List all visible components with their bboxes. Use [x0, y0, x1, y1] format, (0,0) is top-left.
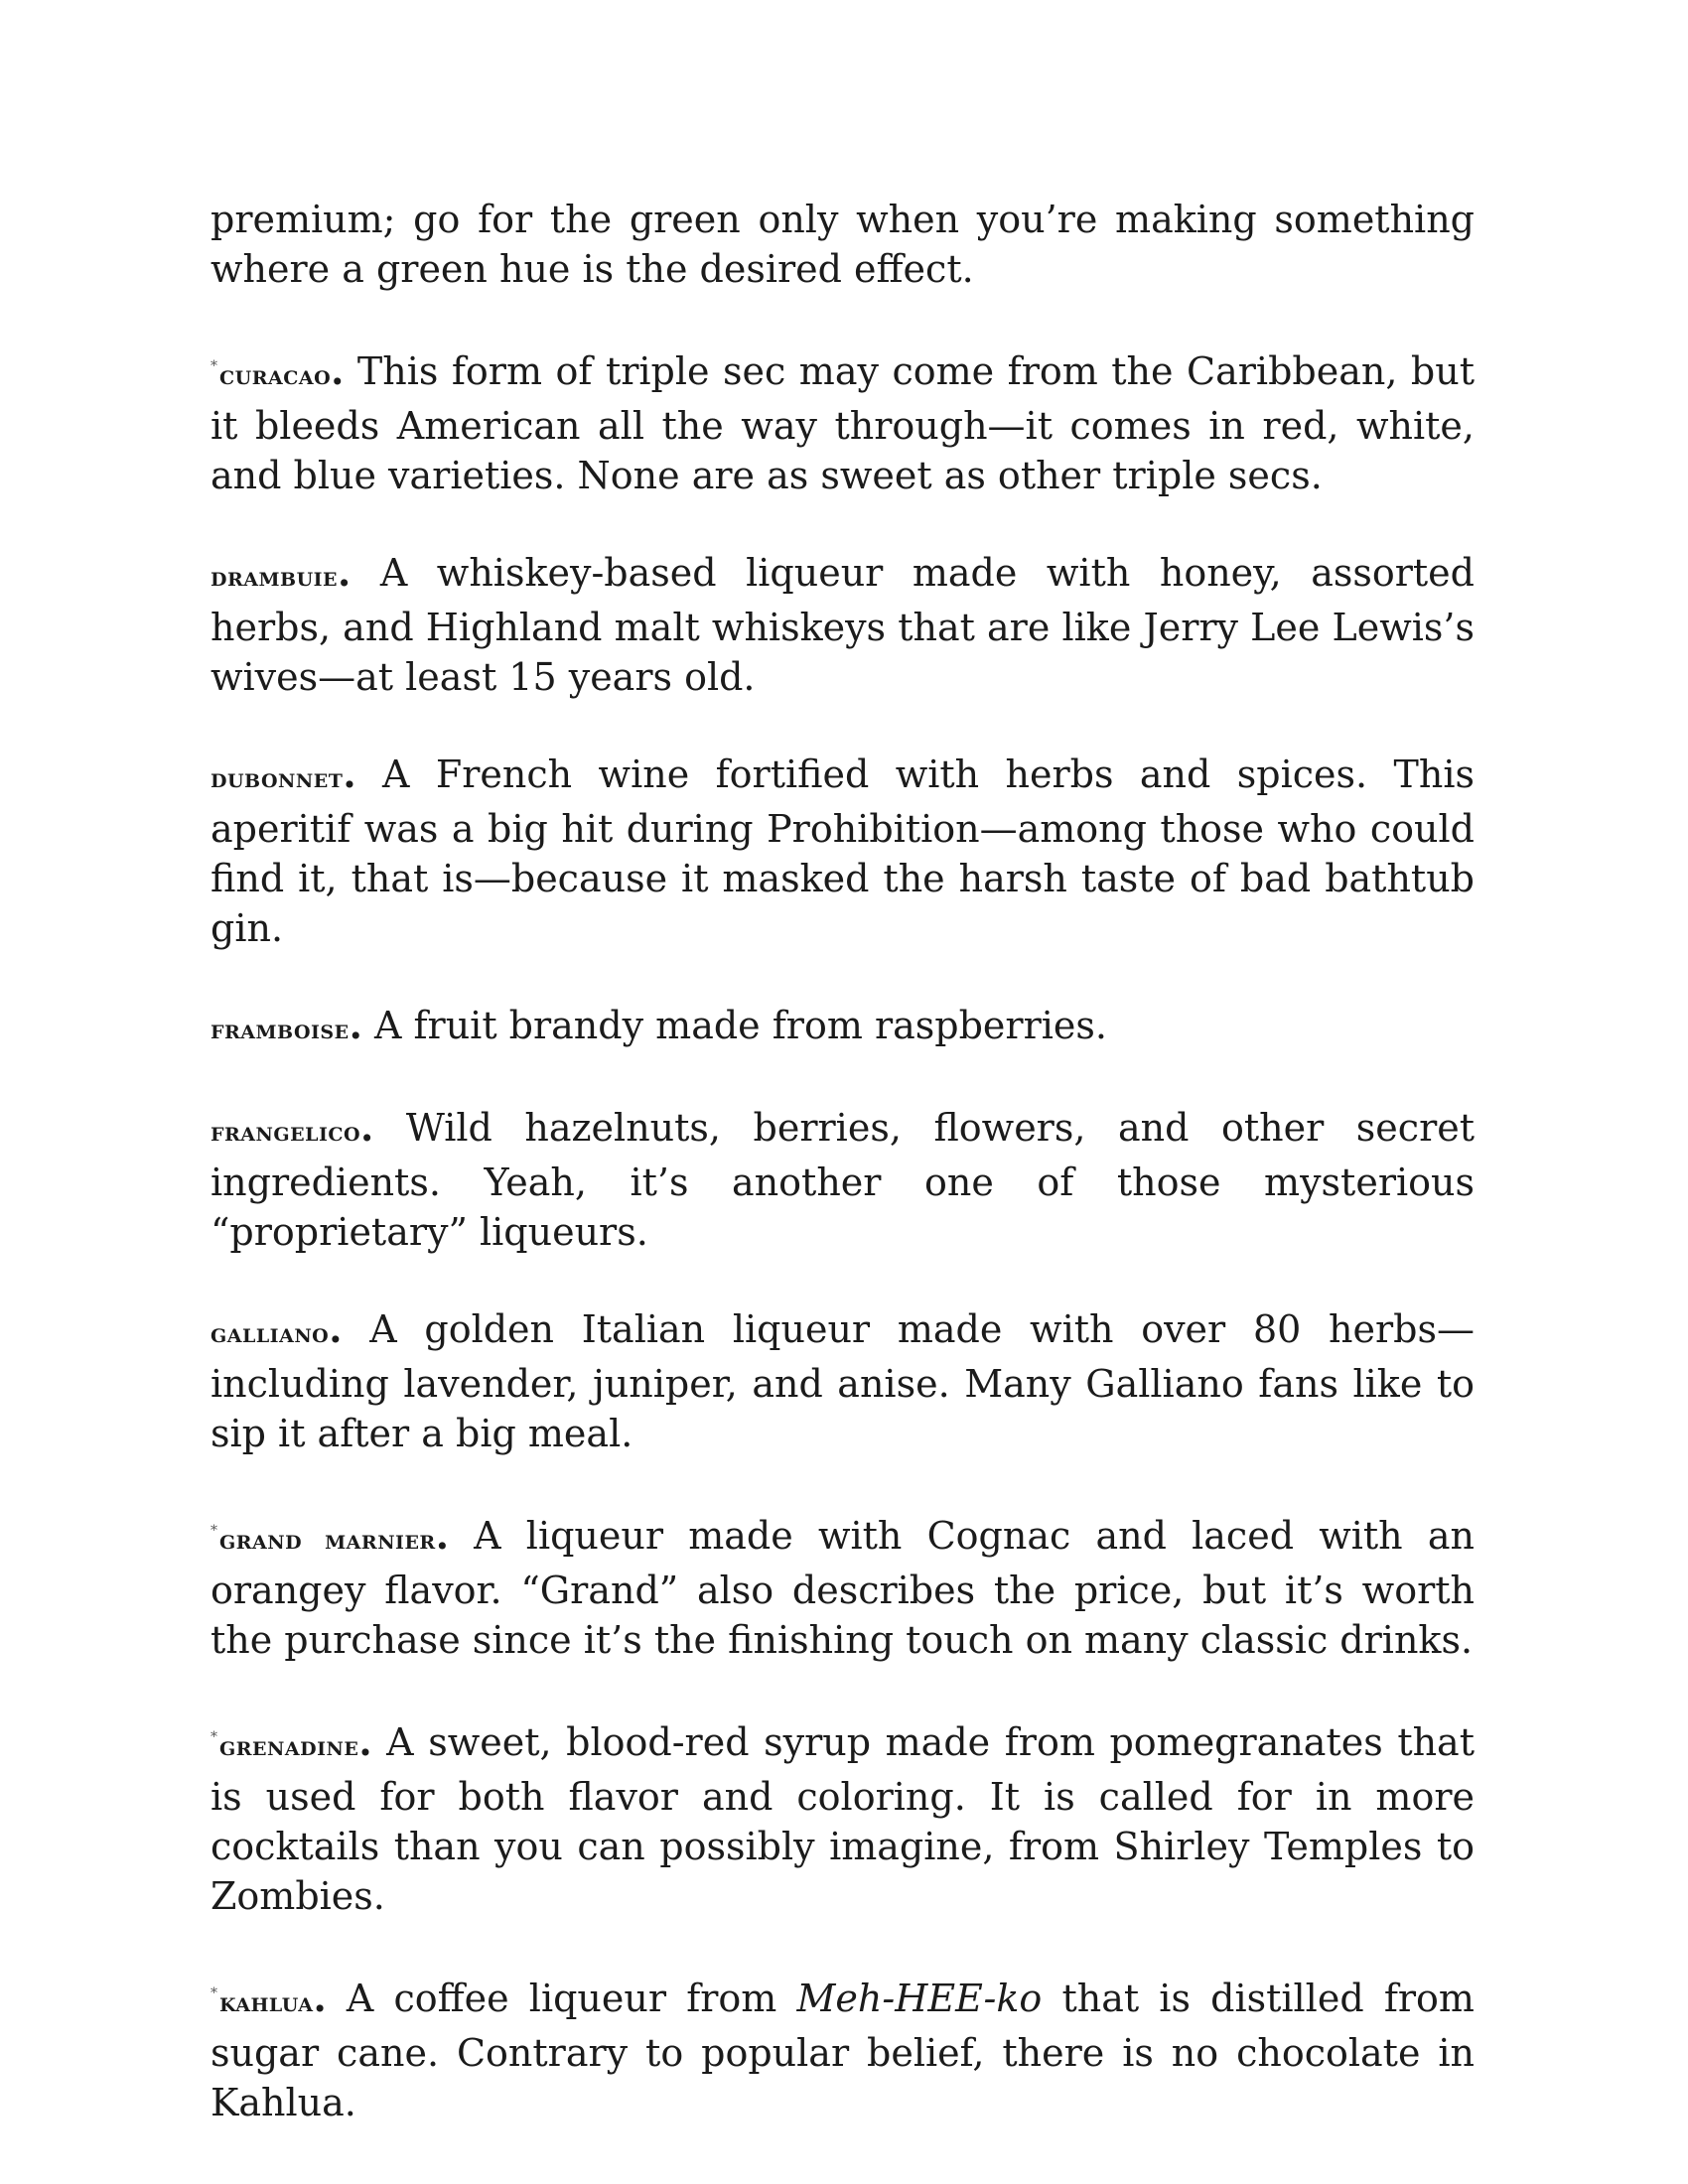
star-marker: *: [211, 1985, 217, 2001]
entry-text: A sweet, blood-red syrup made from pomegranates that is used for both flavor and coloring. It is called for in more cocktails than you can possibly imagine, from Shirley Temples to Zombies.: [211, 1720, 1475, 1918]
entry-term: drambuie: [211, 562, 339, 593]
document-page: [211, 195, 1475, 2175]
entry-text: A whiskey-based liqueur made with honey, assorted herbs, and Highland malt whiskeys that are like Jerry Lee Lewis’s wives—at least 15 years old.: [211, 551, 1475, 699]
entry-text: premium; go for the green only when you’re making something where a green hue is the desired effect.: [211, 198, 1475, 291]
entry-continuation: [211, 195, 1475, 294]
entry-grenadine: [211, 1712, 1475, 1921]
entry-framboise: [211, 1001, 1475, 1055]
entry-term: frangelico: [211, 1117, 361, 1148]
entry-text: A fruit brandy made from raspberries.: [373, 1004, 1107, 1047]
entry-grand-marnier: [211, 1506, 1475, 1665]
entry-drambuie: [211, 548, 1475, 702]
entry-text: A French wine fortified with herbs and spices. This aperitif was a big hit during Prohibition—among those who could find it, that is—because it masked the harsh taste of bad bathtub gin.: [211, 752, 1475, 950]
entry-term: kahlua: [219, 1987, 314, 2018]
term-separator: .: [329, 1306, 343, 1351]
star-marker: *: [211, 1523, 217, 1539]
entry-term: grenadine: [219, 1731, 359, 1762]
term-separator: .: [331, 348, 345, 393]
entry-text: that is distilled from sugar cane. Contrary to popular belief, there is no chocolate in Kahlua.: [211, 1977, 1475, 2124]
entry-term: framboise: [211, 1015, 350, 1045]
entry-frangelico: [211, 1103, 1475, 1257]
entry-text: This form of triple sec may come from the Caribbean, but it bleeds American all the way through—it comes in red, white, and blue varieties. None are as sweet as other triple secs.: [211, 349, 1475, 497]
entry-term: curacao: [219, 360, 332, 391]
star-marker: *: [211, 358, 217, 374]
star-marker: *: [211, 1729, 217, 1745]
term-separator: .: [343, 751, 356, 796]
entry-dubonnet: [211, 750, 1475, 953]
term-separator: .: [358, 1719, 372, 1764]
entry-term: grand marnier: [219, 1525, 436, 1556]
entry-text-italic: Meh-HEE-ko: [796, 1977, 1043, 2020]
term-separator: .: [313, 1976, 327, 2020]
term-separator: .: [338, 550, 352, 595]
entry-term: dubonnet: [211, 763, 344, 794]
term-separator: .: [360, 1105, 374, 1150]
term-separator: .: [349, 1003, 362, 1047]
term-separator: .: [435, 1513, 449, 1558]
entry-curacao: [211, 341, 1475, 500]
entry-text: Wild hazelnuts, berries, flowers, and other secret ingredients. Yeah, it’s another one of those mysterious “proprietary” liqueurs.: [211, 1106, 1475, 1254]
entry-term: galliano: [211, 1318, 330, 1349]
entry-text: A liqueur made with Cognac and laced with an orangey flavor. “Grand” also describes the price, but it’s worth the purchase since it’s the finishing touch on many classic drinks.: [211, 1514, 1475, 1662]
entry-galliano: [211, 1304, 1475, 1458]
entry-kahlua: [211, 1969, 1475, 2127]
entry-text: A coffee liqueur from: [346, 1977, 777, 2020]
entry-text: A golden Italian liqueur made with over 80 herbs—including lavender, juniper, and anise. Many Galliano fans like to sip it after a big meal.: [211, 1307, 1475, 1455]
